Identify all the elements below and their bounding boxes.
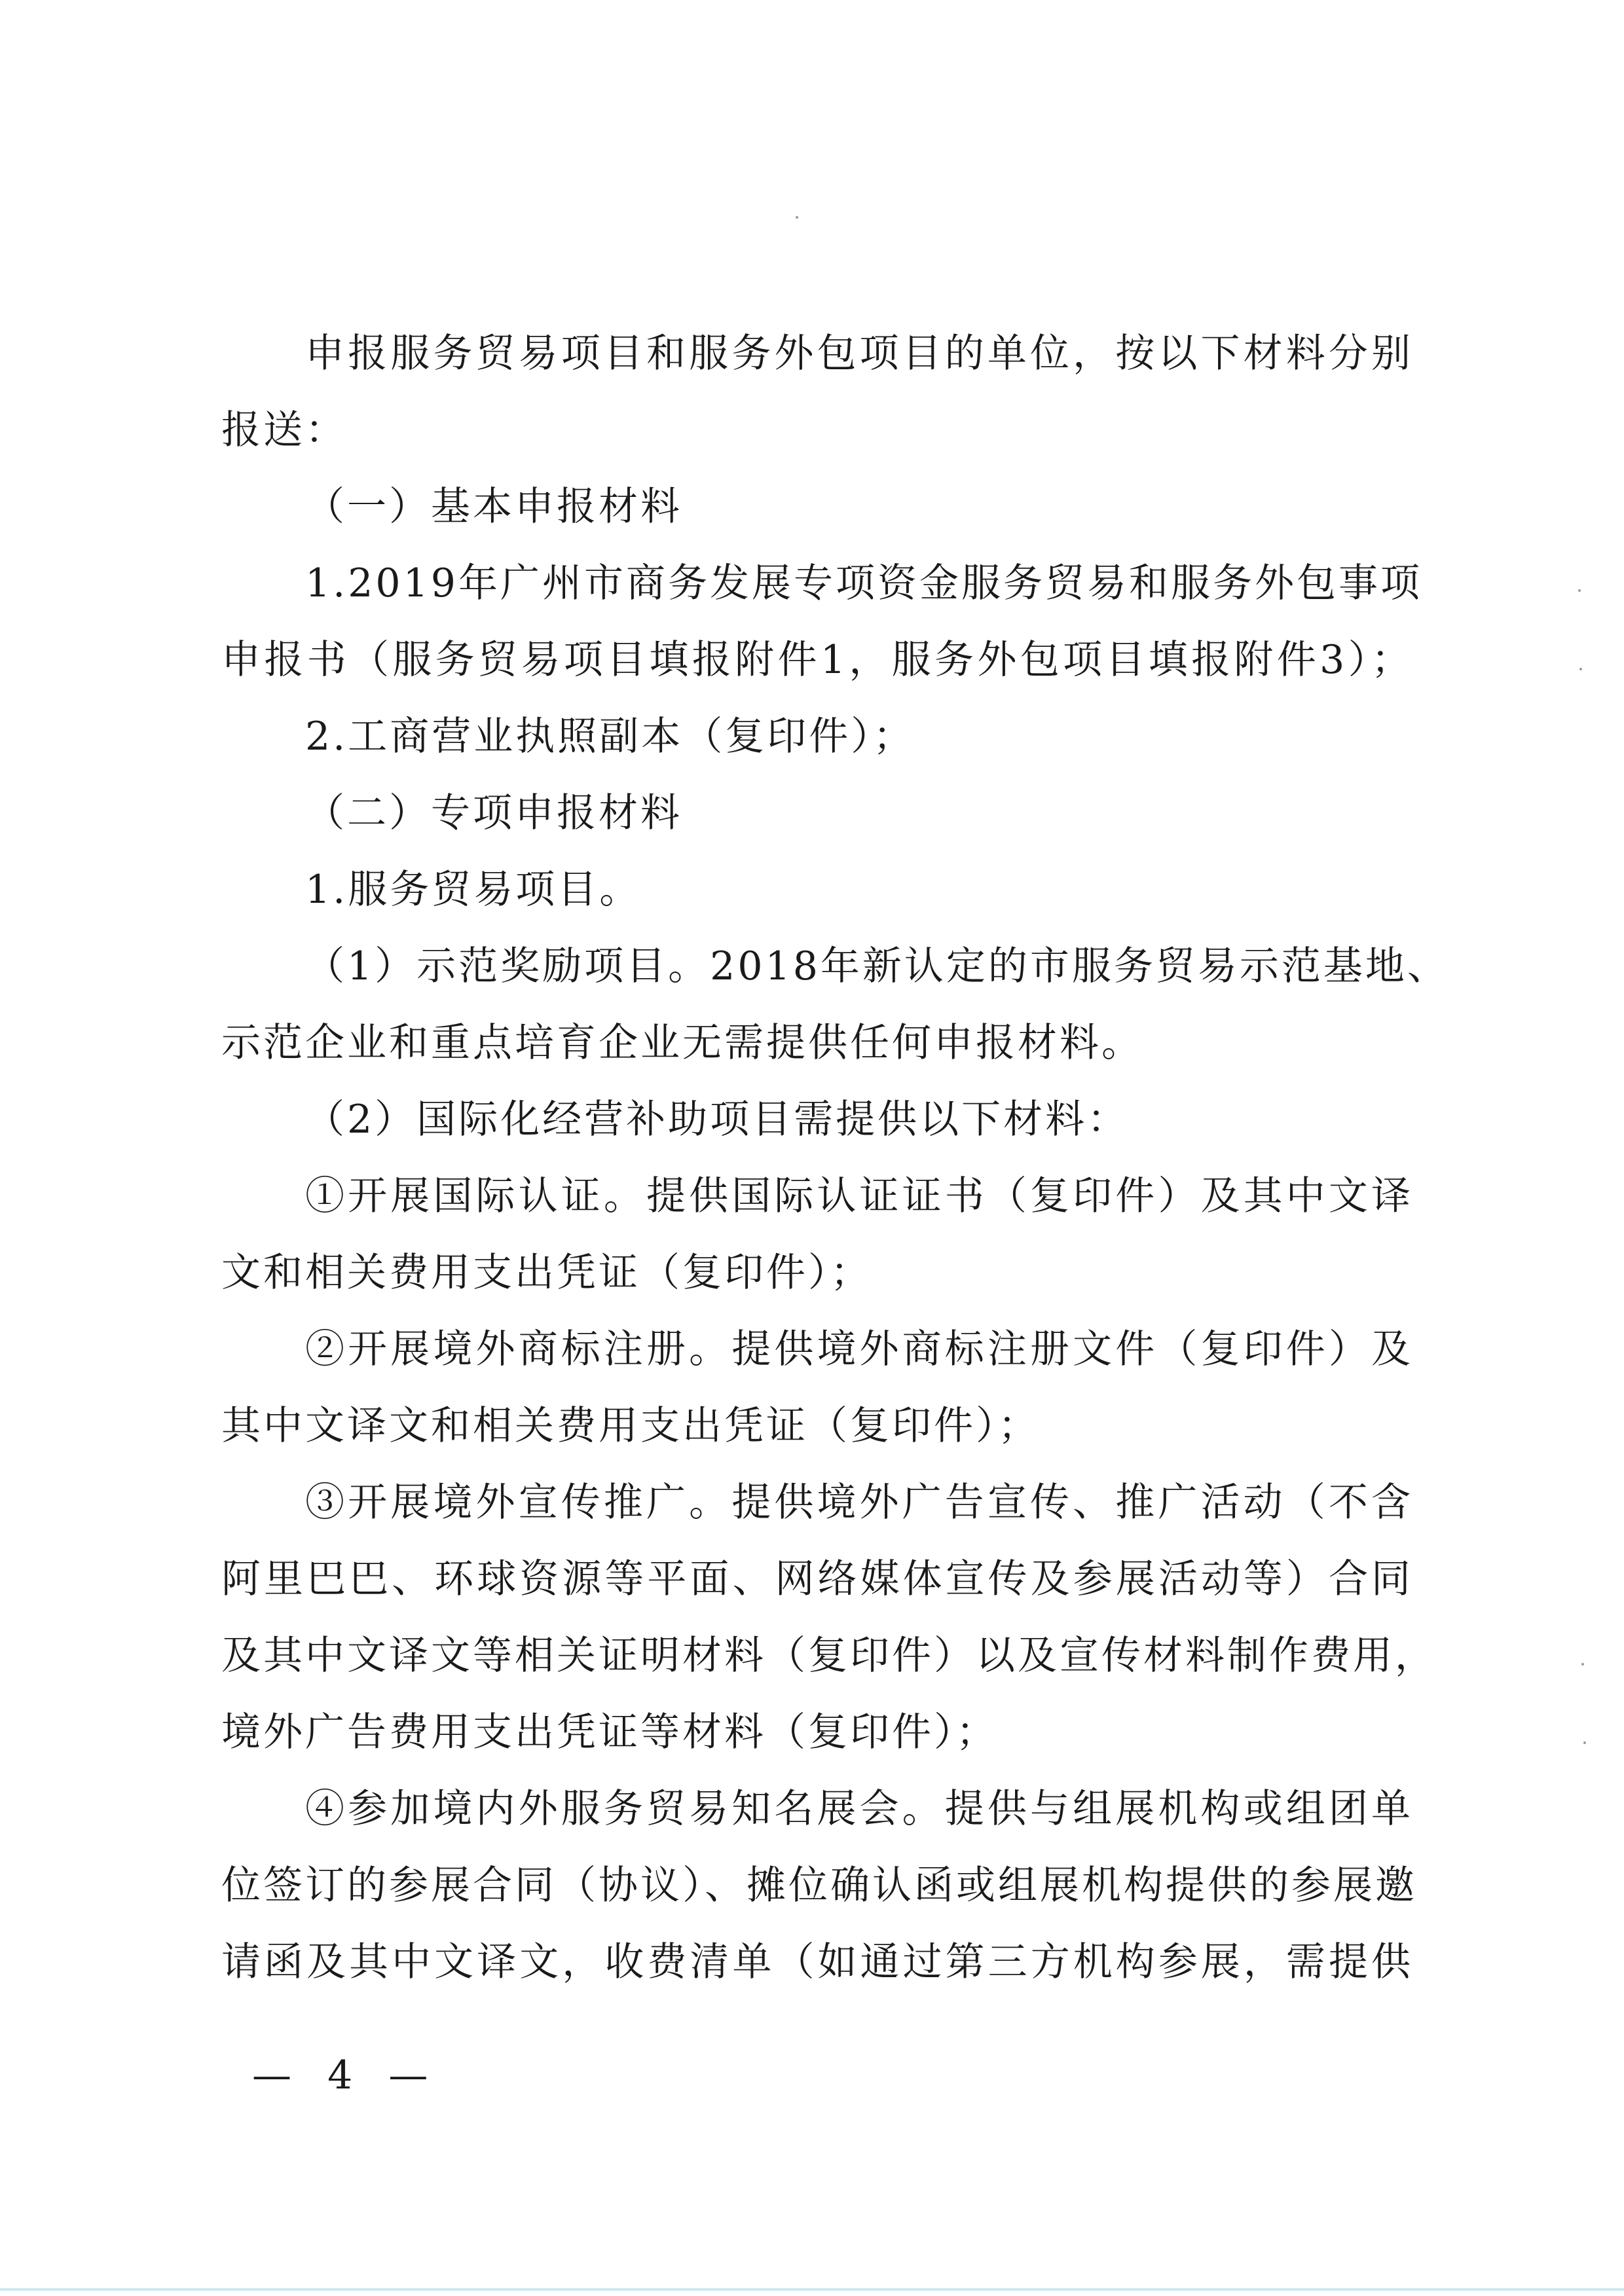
paragraph-line: 境外广告费用支出凭证等材料（复印件）； [221,1709,998,1755]
paragraph-line: 1.服务贸易项目。 [305,867,642,913]
scan-speck [1578,589,1581,592]
paragraph-line: ②开展境外商标注册。提供境外商标注册文件（复印件）及 [305,1326,1413,1372]
paragraph-line: 报送： [221,407,347,453]
scan-speck [796,216,798,219]
paragraph-line: ①开展国际认证。提供国际认证证书（复印件）及其中文译 [305,1173,1413,1219]
paragraph-line: 1.2019年广州市商务发展专项资金服务贸易和服务外包事项 [305,560,1422,606]
scan-speck [1579,668,1582,670]
paragraph-line: 位签订的参展合同（协议）、摊位确认函或组展机构提供的参展邀 [221,1863,1417,1908]
paragraph-line: ④参加境内外服务贸易知名展会。提供与组展机构或组团单 [305,1786,1413,1832]
paragraph-line: 及其中文译文等相关证明材料（复印件）以及宣传材料制作费用， [221,1633,1437,1679]
paragraph-line: 文和相关费用支出凭证（复印件）； [221,1250,872,1296]
paragraph-line: 2.工商营业执照副本（复印件）； [305,714,915,759]
section-heading: （一）基本申报材料 [305,484,682,530]
scan-speck [1583,1741,1586,1744]
paragraph-line: 申报服务贸易项目和服务外包项目的单位，按以下材料分别 [305,331,1413,376]
paragraph-line: 申报书（服务贸易项目填报附件1，服务外包项目填报附件3）； [221,637,1413,683]
scan-speck [1581,1663,1584,1666]
paragraph-line: 阿里巴巴、环球资源等平面、网络媒体宣传及参展活动等）合同 [221,1556,1413,1602]
page-number: — 4 — [252,2052,440,2098]
paragraph-line: 其中文译文和相关费用支出凭证（复印件）； [221,1403,1040,1449]
document-body [221,316,1449,2001]
paragraph-line: ③开展境外宣传推广。提供境外广告宣传、推广活动（不含 [305,1480,1413,1525]
scan-edge-line [0,2288,1624,2291]
paragraph-line: 请函及其中文译文，收费清单（如通过第三方机构参展，需提供 [221,1939,1413,1985]
section-heading: （二）专项申报材料 [305,790,682,836]
paragraph-line: 示范企业和重点培育企业无需提供任何申报材料。 [221,1020,1143,1066]
paragraph-line: （1）示范奖励项目。2018年新认定的市服务贸易示范基地、 [305,943,1449,989]
paragraph-line: （2）国际化经营补助项目需提供以下材料： [305,1097,1130,1142]
